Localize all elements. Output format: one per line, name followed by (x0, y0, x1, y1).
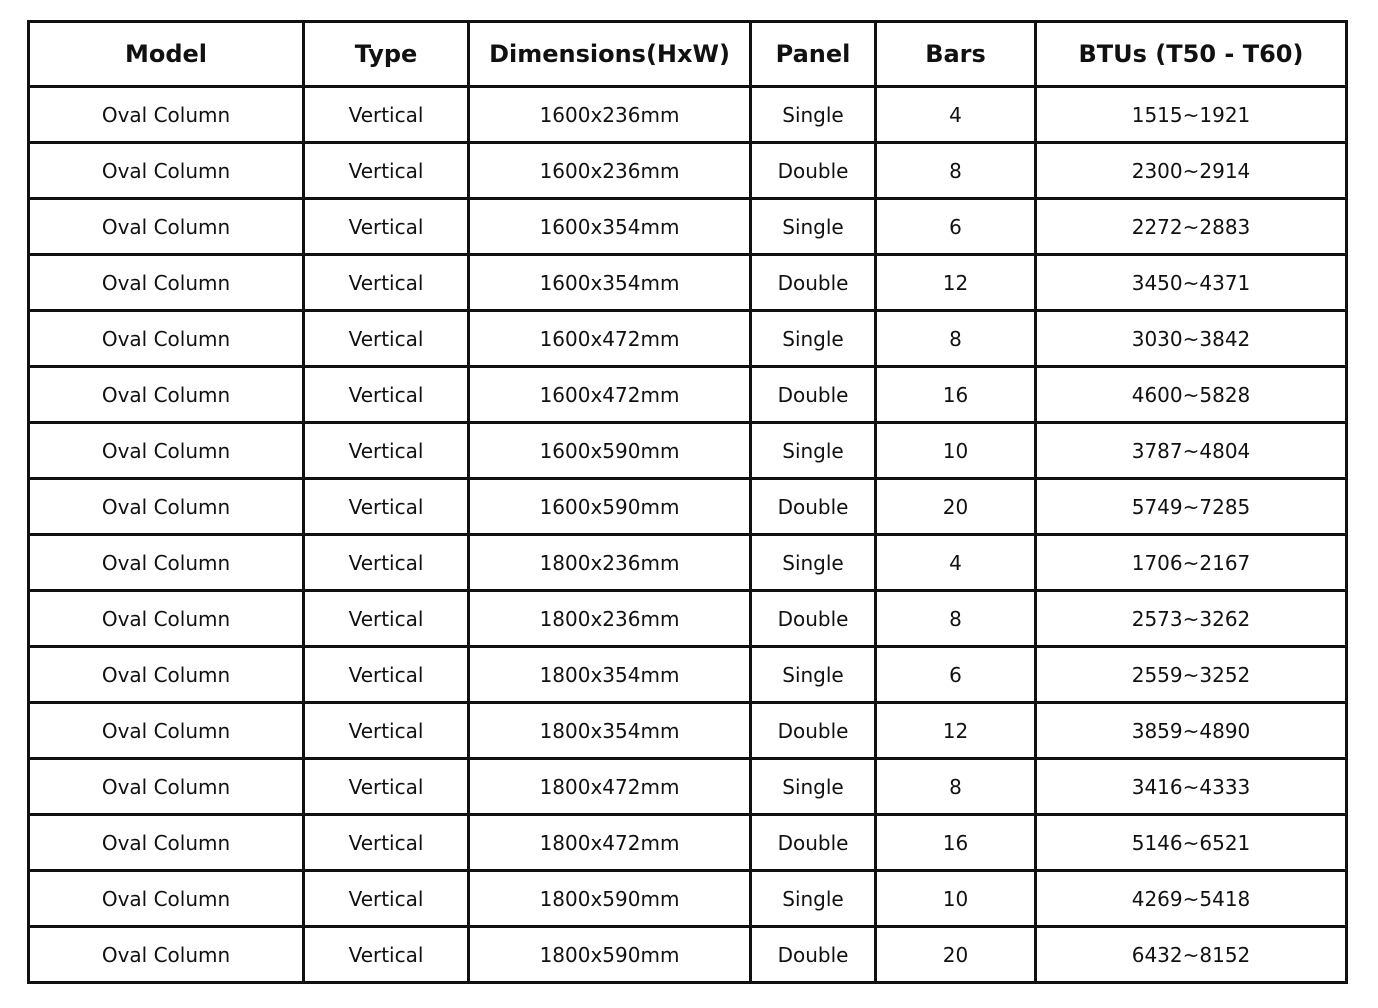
dimensions-cell: 1600x236mm (469, 143, 751, 199)
type-cell: Vertical (304, 703, 469, 759)
btus-cell: 2573~3262 (1036, 591, 1347, 647)
table-row (29, 199, 1347, 255)
bars-cell: 4 (876, 87, 1036, 143)
btus-cell: 4269~5418 (1036, 871, 1347, 927)
bars-cell: 10 (876, 423, 1036, 479)
btus-cell: 3787~4804 (1036, 423, 1347, 479)
table-row (29, 143, 1347, 199)
dimensions-cell: 1800x472mm (469, 759, 751, 815)
dimensions-cell: 1800x236mm (469, 535, 751, 591)
dimensions-cell: 1600x354mm (469, 199, 751, 255)
btus-cell: 1706~2167 (1036, 535, 1347, 591)
panel-cell: Double (751, 591, 876, 647)
bars-cell: 20 (876, 927, 1036, 983)
model-cell: Oval Column (29, 927, 304, 983)
dimensions-cell: 1800x590mm (469, 927, 751, 983)
header-panel: Panel (751, 22, 876, 87)
model-cell: Oval Column (29, 703, 304, 759)
table-row (29, 591, 1347, 647)
dimensions-cell: 1800x590mm (469, 871, 751, 927)
bars-cell: 10 (876, 871, 1036, 927)
dimensions-cell: 1600x472mm (469, 367, 751, 423)
bars-cell: 4 (876, 535, 1036, 591)
panel-cell: Single (751, 87, 876, 143)
type-cell: Vertical (304, 367, 469, 423)
dimensions-cell: 1600x590mm (469, 479, 751, 535)
panel-cell: Single (751, 199, 876, 255)
btus-cell: 6432~8152 (1036, 927, 1347, 983)
table-row (29, 703, 1347, 759)
btus-cell: 5146~6521 (1036, 815, 1347, 871)
type-cell: Vertical (304, 927, 469, 983)
dimensions-cell: 1600x472mm (469, 311, 751, 367)
header-btus: BTUs (T50 - T60) (1036, 22, 1347, 87)
type-cell: Vertical (304, 647, 469, 703)
type-cell: Vertical (304, 871, 469, 927)
panel-cell: Double (751, 703, 876, 759)
type-cell: Vertical (304, 535, 469, 591)
dimensions-cell: 1800x354mm (469, 647, 751, 703)
bars-cell: 8 (876, 591, 1036, 647)
dimensions-cell: 1600x590mm (469, 423, 751, 479)
panel-cell: Double (751, 143, 876, 199)
table-row (29, 759, 1347, 815)
btus-cell: 4600~5828 (1036, 367, 1347, 423)
model-cell: Oval Column (29, 647, 304, 703)
type-cell: Vertical (304, 255, 469, 311)
table-row (29, 479, 1347, 535)
table-row (29, 815, 1347, 871)
panel-cell: Single (751, 311, 876, 367)
btus-cell: 3416~4333 (1036, 759, 1347, 815)
table-row (29, 423, 1347, 479)
table-row (29, 535, 1347, 591)
model-cell: Oval Column (29, 87, 304, 143)
type-cell: Vertical (304, 199, 469, 255)
header-row (29, 22, 1347, 87)
btus-cell: 3450~4371 (1036, 255, 1347, 311)
table-row (29, 927, 1347, 983)
dimensions-cell: 1600x354mm (469, 255, 751, 311)
btus-cell: 1515~1921 (1036, 87, 1347, 143)
type-cell: Vertical (304, 423, 469, 479)
model-cell: Oval Column (29, 591, 304, 647)
type-cell: Vertical (304, 143, 469, 199)
table-row (29, 87, 1347, 143)
panel-cell: Single (751, 647, 876, 703)
radiator-spec-table (27, 20, 1348, 984)
table-row (29, 311, 1347, 367)
model-cell: Oval Column (29, 815, 304, 871)
header-model: Model (29, 22, 304, 87)
table-body (29, 87, 1347, 983)
model-cell: Oval Column (29, 199, 304, 255)
bars-cell: 8 (876, 759, 1036, 815)
type-cell: Vertical (304, 815, 469, 871)
model-cell: Oval Column (29, 255, 304, 311)
dimensions-cell: 1800x354mm (469, 703, 751, 759)
bars-cell: 20 (876, 479, 1036, 535)
model-cell: Oval Column (29, 759, 304, 815)
type-cell: Vertical (304, 479, 469, 535)
model-cell: Oval Column (29, 871, 304, 927)
model-cell: Oval Column (29, 367, 304, 423)
btus-cell: 2300~2914 (1036, 143, 1347, 199)
panel-cell: Double (751, 255, 876, 311)
bars-cell: 6 (876, 199, 1036, 255)
panel-cell: Double (751, 815, 876, 871)
btus-cell: 5749~7285 (1036, 479, 1347, 535)
btus-cell: 3859~4890 (1036, 703, 1347, 759)
dimensions-cell: 1800x472mm (469, 815, 751, 871)
table-row (29, 255, 1347, 311)
dimensions-cell: 1800x236mm (469, 591, 751, 647)
panel-cell: Single (751, 535, 876, 591)
model-cell: Oval Column (29, 535, 304, 591)
panel-cell: Single (751, 871, 876, 927)
header-dimensions: Dimensions(HxW) (469, 22, 751, 87)
bars-cell: 16 (876, 367, 1036, 423)
header-bars: Bars (876, 22, 1036, 87)
table-row (29, 871, 1347, 927)
type-cell: Vertical (304, 759, 469, 815)
model-cell: Oval Column (29, 423, 304, 479)
btus-cell: 3030~3842 (1036, 311, 1347, 367)
type-cell: Vertical (304, 311, 469, 367)
bars-cell: 12 (876, 255, 1036, 311)
dimensions-cell: 1600x236mm (469, 87, 751, 143)
bars-cell: 12 (876, 703, 1036, 759)
panel-cell: Double (751, 479, 876, 535)
model-cell: Oval Column (29, 143, 304, 199)
btus-cell: 2272~2883 (1036, 199, 1347, 255)
panel-cell: Single (751, 423, 876, 479)
type-cell: Vertical (304, 87, 469, 143)
table-row (29, 367, 1347, 423)
model-cell: Oval Column (29, 311, 304, 367)
btus-cell: 2559~3252 (1036, 647, 1347, 703)
panel-cell: Double (751, 927, 876, 983)
bars-cell: 8 (876, 311, 1036, 367)
table-header (29, 22, 1347, 87)
table-row (29, 647, 1347, 703)
model-cell: Oval Column (29, 479, 304, 535)
panel-cell: Single (751, 759, 876, 815)
bars-cell: 8 (876, 143, 1036, 199)
type-cell: Vertical (304, 591, 469, 647)
header-type: Type (304, 22, 469, 87)
bars-cell: 16 (876, 815, 1036, 871)
bars-cell: 6 (876, 647, 1036, 703)
panel-cell: Double (751, 367, 876, 423)
